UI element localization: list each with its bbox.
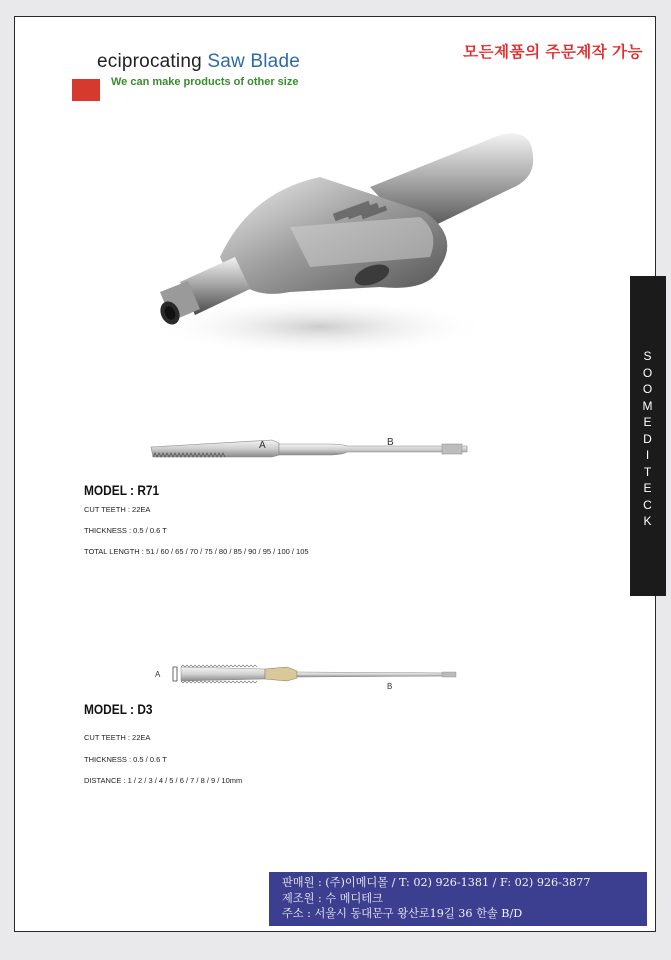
brand-letter: C [643, 497, 653, 512]
catalog-page [14, 16, 656, 932]
brand-letter: E [643, 481, 653, 495]
d3-blade-image [147, 663, 477, 693]
d3-label-b: B [387, 682, 393, 691]
brand-letter: D [643, 431, 653, 446]
r71-blade-image [147, 435, 477, 465]
seller-info: 판매원 : (주)이메디몰 / T: 02) 926-1381 / F: 02) 926-3877 [282, 876, 591, 889]
title-prefix: eciprocating [97, 51, 202, 72]
d3-label-a: A [155, 670, 161, 679]
r71-model-title: MODEL : R71 [84, 482, 160, 498]
brand-letter: S [643, 349, 653, 363]
brand-vertical-text [630, 348, 666, 530]
subtitle: We can make products of other size [111, 76, 299, 88]
brand-letter: M [642, 398, 654, 413]
brand-letter: O [642, 382, 654, 396]
manufacturer-info: 제조원 : 수 메디테크 [282, 891, 383, 905]
d3-thickness: THICKNESS : 0.5 / 0.6 T [84, 755, 167, 764]
brand-side-tab [630, 276, 666, 596]
r71-label-b: B [387, 437, 394, 448]
title-suffix: Saw Blade [207, 51, 300, 72]
r71-total-length: TOTAL LENGTH : 51 / 60 / 65 / 70 / 75 / 80 / 85 / 90 / 95 / 100 / 105 [84, 547, 309, 556]
brand-letter: I [645, 448, 651, 462]
page-title [97, 51, 300, 73]
d3-distance: DISTANCE : 1 / 2 / 3 / 4 / 5 / 6 / 7 / 8 / 9 / 10mm [84, 776, 243, 785]
handpiece-image [140, 117, 540, 377]
r71-thickness: THICKNESS : 0.5 / 0.6 T [84, 526, 167, 535]
custom-order-notice: 모든제품의 주문제작 가능 [463, 44, 643, 61]
brand-letter: K [643, 514, 653, 528]
d3-cut-teeth: CUT TEETH : 22EA [84, 733, 151, 742]
d3-model-title: MODEL : D3 [84, 701, 153, 717]
red-accent-square [72, 79, 100, 101]
r71-cut-teeth: CUT TEETH : 22EA [84, 505, 151, 514]
brand-letter: O [642, 365, 654, 380]
address-info: 주소 : 서울시 동대문구 왕산로19길 36 한솔 B/D [282, 907, 523, 920]
brand-letter: T [643, 464, 653, 479]
r71-label-a: A [259, 440, 266, 451]
brand-letter: E [643, 415, 653, 429]
contact-info-box [269, 872, 647, 926]
